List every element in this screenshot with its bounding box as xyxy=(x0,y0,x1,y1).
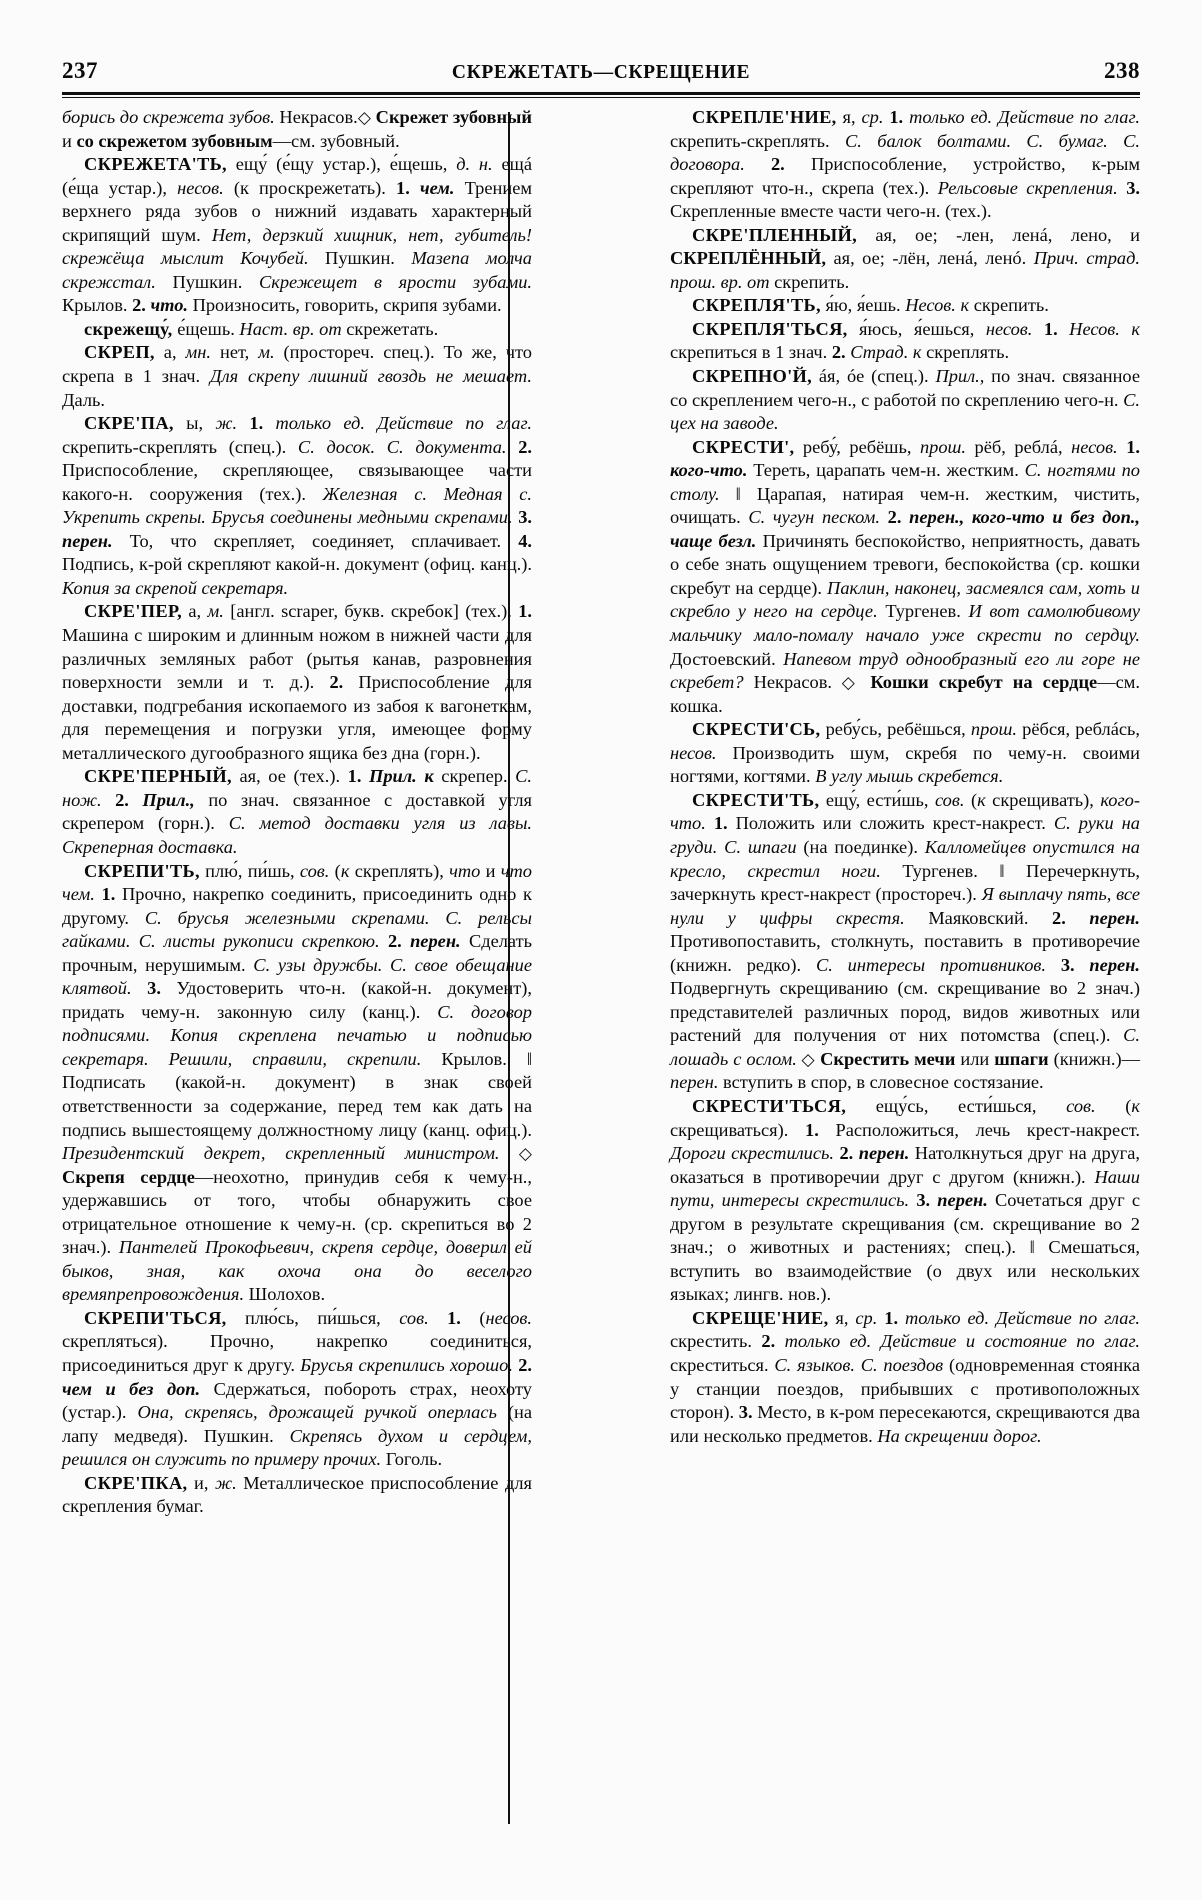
entry-text-bold: 2. xyxy=(1052,907,1066,928)
entry-text-roman: ‖ Царапая, натирая чем-н. жестким, чистить, очищать. xyxy=(670,483,1140,528)
entry-text-roman: скрежетать. xyxy=(341,318,439,339)
entry-text-bold: со скрежетом зубовным xyxy=(76,130,273,151)
entry-text-roman: áя, óе (спец.). xyxy=(812,366,936,387)
entry-text-italic: ср. xyxy=(861,107,884,127)
entry-text-roman: скрепить. xyxy=(769,271,850,292)
entry-text-italic: сов. xyxy=(1066,1095,1096,1116)
entry-text-italic: Пантелей Прокофьевич, скрепя сердце, доверил ей быков, зная, как охоча она до веселого времяпрепровождения. xyxy=(62,1237,532,1305)
entry-text-lozenge: ◇ xyxy=(357,108,371,127)
entry-text-roman: Некрасов. xyxy=(743,672,832,693)
entry-text-bold: 1. xyxy=(1043,318,1058,339)
entry-text-italic: Наст. вр. от xyxy=(239,318,342,339)
entry-text-roman: я, xyxy=(836,107,862,127)
entry-text-roman: я́юсь, я́ешься, xyxy=(847,318,986,339)
entry-text-italic: кого-что. xyxy=(670,789,1140,834)
entry-text-bolditalic: что. xyxy=(145,295,188,316)
entry-text-roman: Скрепленные вместе части чего-н. (тех.). xyxy=(670,201,992,222)
entry-text-bold: 1. xyxy=(396,177,410,198)
dictionary-entry xyxy=(670,294,1140,318)
rule-thick xyxy=(62,92,1140,95)
entry-text-bold: 1. xyxy=(447,1307,461,1328)
entry-text-roman: ( xyxy=(460,1307,486,1328)
entry-text-roman: плю́, пи́шь, xyxy=(199,860,300,881)
entry-text-italic: С. руки на груди. С. шпаги xyxy=(670,813,1140,857)
entry-text-bold: 2. xyxy=(839,1143,854,1164)
entry-text-roman: Произносить, говорить, скрипя зубами. xyxy=(187,295,502,316)
entry-text-roman xyxy=(429,1308,447,1328)
entry-text-italic: ж. xyxy=(215,1472,237,1493)
entry-headword: СКРЕПИ'ТЬСЯ, xyxy=(84,1307,227,1328)
entry-text-roman: Приспособление для доставки, подгребания ископаемого из забоя к вагонеткам, для перемещения и погрузки угля, имеющее форму металлического дугообразного ящика без дна (горн.). xyxy=(62,672,532,763)
entry-headword: СКРЕЩЕ'НИЕ, xyxy=(692,1307,829,1328)
entry-text-roman xyxy=(1032,319,1044,339)
entry-text-roman xyxy=(95,884,102,904)
entry-text-bold: 2. xyxy=(887,507,902,528)
entry-text-roman: Натолкнуться друг на друга, оказаться в противоречии друг с другом (книжн.). xyxy=(670,1143,1140,1187)
entry-text-bold: 1. xyxy=(713,813,728,834)
entry-text-italic: что чем. xyxy=(62,860,532,905)
entry-text-italic: Страд. к xyxy=(845,342,922,363)
entry-text-roman: ая, ое (тех.). xyxy=(231,766,348,787)
entry-text-roman: ребу́, ребёшь, xyxy=(794,436,920,457)
entry-text-roman: Крылов. xyxy=(62,295,133,316)
entry-text-italic: мн. xyxy=(185,342,212,363)
entry-text-roman xyxy=(380,931,388,951)
entry-text-roman: ещу́ (е́щу устар.), е́щешь, xyxy=(226,154,457,175)
entry-text-italic: С. балок болтами. С. бумаг. С. договора. xyxy=(670,130,1140,175)
left-column xyxy=(62,106,532,1846)
entry-text-italic: Несов. к xyxy=(1057,318,1140,339)
entry-text-italic: Дороги скрестились. xyxy=(670,1143,834,1164)
entry-text-bolditalic: Прил. к xyxy=(361,766,434,787)
entry-text-roman: плю́сь, пи́шься, xyxy=(226,1307,400,1328)
entry-text-roman: нет, xyxy=(211,342,259,363)
entry-text-roman: (книжн.)— xyxy=(1048,1048,1140,1069)
entry-text-bolditalic: и без доп. xyxy=(91,1378,201,1399)
entry-text-bold: 3. xyxy=(518,507,532,528)
entry-text-roman: и xyxy=(480,860,501,881)
entry-text-italic: к xyxy=(977,789,986,810)
entry-text-bold: 1. xyxy=(101,884,116,905)
entry-text-roman: Машина с широким и длинным ножом в нижней части для различных земляных работ (рытья канав, разровнения поверхности земли и т. д.). xyxy=(62,625,532,693)
entry-text-bold: 3. xyxy=(1126,177,1140,198)
entry-text-italic: С. договор подписями. Копия скреплена печатью и подписью секретаря. Решили, справили, скрепили. xyxy=(62,1001,532,1069)
entry-headword: СКРЕ'ПА, xyxy=(84,413,174,434)
entry-text-roman: Сделать прочным, нерушимым. xyxy=(62,931,533,975)
entry-text-italic: м. xyxy=(258,342,275,363)
dictionary-entry xyxy=(62,341,532,412)
entry-text-bold: шпаги xyxy=(994,1048,1049,1069)
entry-text-roman: Подпись, к-рой скрепляют какой-н. документ (офиц. канц.). xyxy=(62,554,532,575)
entry-text-roman: рёб, реблá, xyxy=(966,436,1072,457)
entry-text-italic: Скрепясь духом и сердцем, решился он служить по примеру прочих. xyxy=(62,1425,532,1470)
dictionary-entry xyxy=(670,318,1140,365)
entry-text-bold: 1. xyxy=(249,413,264,434)
entry-text-italic: С. языков. С. поездов xyxy=(774,1354,944,1375)
entry-text-roman: ещу́, ести́шь, xyxy=(819,789,935,810)
entry-text-bold: 2. xyxy=(761,1331,776,1352)
entry-text-bold: 1. xyxy=(1126,436,1140,457)
entry-text-roman: скрещивать), xyxy=(985,789,1101,810)
entry-headword: СКРЕ'ПЕРНЫЙ, xyxy=(84,766,232,787)
entry-headword: СКРЕПИ'ТЬ, xyxy=(84,860,200,881)
entry-text-italic: только ед. Действие и состояние по глаг. xyxy=(775,1331,1141,1352)
entry-text-roman: (на лапу медведя). Пушкин. xyxy=(62,1402,532,1446)
entry-text-bold: 1. xyxy=(805,1119,819,1140)
dictionary-entry xyxy=(62,318,532,342)
entry-text-bolditalic: чем xyxy=(62,1378,92,1399)
entry-text-italic: С. брусья железными скрепами. С. рельсы гайками. С. листы рукописи скрепкою. xyxy=(62,907,532,952)
entry-text-italic: Напевом труд однообразный его ли горе не скребет? xyxy=(670,648,1140,693)
entry-text-roman: скрепляться). Прочно, накрепко соединиться, присоединиться друг к другу. xyxy=(62,1331,532,1375)
entry-text-roman: скрепер. xyxy=(433,766,516,787)
entry-text-roman: Достоевский. xyxy=(670,648,784,669)
entry-text-italic: С. нож. xyxy=(62,766,532,810)
entry-text-italic: Калломейцев опустился на кресло, скрестил ноги. xyxy=(670,836,1140,881)
entry-text-roman: или xyxy=(955,1048,995,1069)
entry-text-roman: Металлическое приспособление для скрепления бумаг. xyxy=(62,1472,533,1517)
entry-text-roman xyxy=(745,154,771,174)
entry-text-roman: Удостоверить что-н. (какой-н. документ), придать чему-н. законную силу (канц.). xyxy=(62,978,533,1022)
entry-text-lozenge: ◇ xyxy=(499,1144,532,1164)
entry-text-italic: С. интересы противников. xyxy=(815,954,1046,975)
entry-text-roman: Сочетаться друг с другом в результате скрещивания (см. скрещивание во 2 знач.; о животных и растениях; спец.). ‖ Смешаться, вступить во взаимодействие (о двух или нескольких языках; лингв. нов.). xyxy=(670,1190,1140,1305)
entry-text-bold: 2. xyxy=(387,931,402,952)
entry-text-italic: несов. xyxy=(670,742,717,763)
entry-text-roman xyxy=(1046,955,1061,975)
entry-text-roman: Шолохов. xyxy=(244,1284,326,1305)
entry-text-italic: Она, скрепясь, дрожащей ручкой оперлась xyxy=(137,1402,497,1423)
entry-text-roman xyxy=(507,437,519,457)
entry-text-italic: к xyxy=(1131,1095,1140,1116)
entry-headword: СКРЕСТИ', xyxy=(692,436,795,457)
dictionary-entry xyxy=(670,718,1140,789)
entry-text-roman: Пушкин. xyxy=(155,271,259,292)
entry-text-roman: (одновременная стоянка у станции поездов, прибывших с противоположных сторон). xyxy=(670,1354,1140,1423)
entry-headword: СКРЕСТИ'СЬ, xyxy=(692,719,821,740)
entry-headword: скрежещу́, xyxy=(84,318,173,339)
entry-text-roman: я, xyxy=(828,1307,856,1328)
entry-text-lozenge: ◇ xyxy=(796,1049,816,1069)
entry-text-roman: я́ю, я́ешь. xyxy=(820,295,906,316)
entry-text-bolditalic: перен. xyxy=(1074,954,1140,975)
entry-text-roman: Некрасов. xyxy=(274,107,358,127)
entry-text-bold: 3. xyxy=(916,1190,931,1211)
entry-text-roman: а, xyxy=(182,601,208,622)
entry-text-italic: Прич. страд. прош. вр. от xyxy=(670,248,1140,292)
entry-text-bold: 3. xyxy=(147,978,161,999)
entry-text-roman: скреплять. xyxy=(921,342,1010,363)
entry-text-italic: С. узы дружбы. С. свое обещание клятвой. xyxy=(62,954,532,999)
entry-text-roman: скрещиваться). xyxy=(670,1119,806,1140)
entry-text-roman: Гоголь. xyxy=(381,1449,443,1470)
entry-text-bold: 1. xyxy=(884,1307,899,1328)
entry-text-italic: только ед. Действие по глаг. xyxy=(263,413,532,434)
entry-text-roman: и, xyxy=(187,1472,215,1493)
entry-text-bold: 1. xyxy=(347,766,362,787)
entry-text-roman: Тургенев. ‖ Перечеркнуть, зачеркнуть крест-накрест (простореч.). xyxy=(670,860,1140,905)
entry-text-italic: прош. xyxy=(919,436,967,457)
entry-text-bold: 2. xyxy=(115,789,129,810)
dictionary-entry xyxy=(62,153,532,318)
entry-text-italic: сов. xyxy=(399,1307,429,1328)
entry-text-italic: С. чугун песком. xyxy=(748,507,880,528)
entry-text-bolditalic: чем. xyxy=(409,177,455,198)
entry-text-italic: Скрежещет в ярости зубами. xyxy=(258,271,532,292)
entry-headword: СКРЕПЛЯ'ТЬСЯ, xyxy=(692,318,848,339)
entry-text-lozenge: ◇ xyxy=(832,673,861,693)
entry-text-roman: Противопоставить, столкнуть, поставить в противоречие (книжн. редко). xyxy=(670,931,1140,975)
entry-headword: СКРЕ'ПКА, xyxy=(84,1472,188,1493)
entry-text-bold: Скрестить мечи xyxy=(815,1048,956,1069)
entry-text-bolditalic: перен. xyxy=(930,1190,988,1211)
right-column xyxy=(670,106,1140,1846)
entry-text-italic: несов. xyxy=(1071,436,1118,457)
dictionary-entry xyxy=(62,600,532,765)
dictionary-entry xyxy=(670,224,1140,295)
entry-text-italic: несов. xyxy=(985,318,1033,339)
entry-text-italic: Я выплачу пять, все нули у цифры скрестя. xyxy=(670,884,1140,928)
entry-text-roman: Даль. xyxy=(62,389,106,410)
entry-text-roman: (к проскрежетать). xyxy=(223,177,397,198)
entry-text-italic: Рельсовые скрепления. xyxy=(937,177,1118,198)
entry-text-bold: 1. xyxy=(889,107,904,127)
entry-text-roman: а, xyxy=(154,342,186,363)
entry-text-roman: Крылов. xyxy=(421,1048,527,1069)
entry-text-roman xyxy=(1118,178,1126,198)
entry-text-italic: ср. xyxy=(855,1307,878,1328)
entry-text-roman: рёбся, реблáсь, xyxy=(1017,719,1141,740)
entry-text-roman: скреститься. xyxy=(670,1354,775,1375)
entry-text-italic: д. н. xyxy=(456,154,493,175)
entry-text-roman: Расположиться, лечь крест-накрест. xyxy=(818,1119,1140,1140)
entry-text-roman: ( xyxy=(329,860,341,881)
dictionary-entry xyxy=(670,436,1140,719)
entry-text-italic: несов. xyxy=(177,177,224,198)
entry-text-italic: только ед. Действие по глаг. xyxy=(898,1307,1140,1328)
dictionary-entry xyxy=(62,1472,532,1519)
entry-headword: СКРЕСТИ'ТЬ, xyxy=(692,789,820,810)
entry-text-roman xyxy=(880,507,888,527)
entry-text-roman: —неохотно, принудив себя к чему-н., удержавшись от того, чтобы обнаружить свое отрицательное отношение к чему-н. (ср. скрепиться во 2 знач.). xyxy=(62,1166,532,1258)
entry-text-roman: скрепить. xyxy=(969,295,1049,316)
entry-text-roman: Прочно, накрепко соединить, присоединить одно к другому. xyxy=(62,884,532,928)
entry-text-bolditalic: Прил., xyxy=(128,789,195,810)
entry-headword: СКРЕП, xyxy=(84,342,155,363)
entry-text-roman xyxy=(237,413,249,433)
entry-text-roman: ‖ Подписать (какой-н. документ) в знак своей ответственности за содержание, перед тем как дать на подпись вышестоящему должностному лицу (канц. офиц.). xyxy=(62,1048,532,1140)
entry-text-bold: Кошки скребут на сердце xyxy=(860,672,1098,693)
entry-text-bolditalic: перен. xyxy=(853,1143,910,1164)
entry-text-roman: и xyxy=(62,130,77,151)
dictionary-entry xyxy=(62,860,532,1307)
entry-text-bold: 3. xyxy=(738,1402,753,1423)
entry-text-italic: Паклин, наконец, засмеялся сам, хоть и скребло у него на сердце. xyxy=(670,577,1140,622)
entry-text-roman: То, что скрепляет, соединяет, сплачивает. xyxy=(112,530,519,551)
entry-text-bold: Скрепя сердце xyxy=(62,1166,195,1187)
entry-text-roman: е́щешь. xyxy=(172,318,240,339)
entry-text-roman: —см. зубовный. xyxy=(272,130,400,151)
entry-text-roman: Сдержаться, побороть страх, неохоту (устар.). xyxy=(62,1378,532,1423)
dictionary-entry xyxy=(62,1307,532,1472)
entry-text-bold: 4. xyxy=(518,530,532,551)
entry-text-italic: С. ногтями по столу. xyxy=(670,460,1141,504)
entry-headword: СКРЕ'ПЛЕННЫЙ, xyxy=(692,224,857,245)
dictionary-entry xyxy=(62,412,532,600)
entry-text-italic: С. лошадь с ослом. xyxy=(670,1025,1140,1069)
entry-text-bold: 2. xyxy=(831,342,846,363)
entry-text-italic: Для скрепу лишний гвоздь не мешает. xyxy=(209,366,533,387)
entry-text-italic: что xyxy=(449,860,481,881)
entry-text-bold: 2. xyxy=(329,672,344,693)
dictionary-entry xyxy=(670,106,1140,224)
dictionary-entry xyxy=(670,365,1140,436)
entry-text-bold: Скрежет зубовный xyxy=(371,107,533,127)
entry-text-roman: Производить шум, скребя по чему-н. своими ногтями, когтями. xyxy=(670,742,1140,787)
entry-text-italic: к xyxy=(340,860,350,881)
entry-text-roman: скреплять), xyxy=(349,860,450,881)
entry-text-roman: скрепить-скреплять. xyxy=(670,130,845,151)
entry-text-italic: ж. xyxy=(215,413,238,434)
column-container xyxy=(62,106,1140,1846)
entry-text-italic: И вот самолюбивому мальчику мало-помалу начало уже скрести по сердцу. xyxy=(670,601,1140,646)
entry-text-roman: Приспособление, скрепляющее, связывающее части какого-н. сооружения (тех.). xyxy=(62,460,532,504)
entry-text-bold: 2. xyxy=(518,1354,532,1375)
dictionary-entry xyxy=(670,789,1140,1095)
entry-text-roman: Пушкин. xyxy=(308,248,412,269)
entry-text-italic: С. досок. С. документа. xyxy=(297,436,507,457)
entry-text-roman: скрепиться в 1 знач. xyxy=(670,342,832,363)
entry-text-roman xyxy=(132,978,148,998)
entry-text-italic: Копия за скрепой секретаря. xyxy=(62,577,289,598)
entry-text-roman: ещу́сь, ести́шься, xyxy=(846,1095,1067,1116)
entry-text-italic: перен. xyxy=(670,1072,719,1093)
entry-text-bold: СКРЕПЛЁННЫЙ, xyxy=(670,248,826,269)
entry-text-italic: Брусья скрепились хорошо. xyxy=(300,1354,513,1375)
entry-text-roman: ы, xyxy=(173,413,216,434)
entry-text-roman: ая, ое; -лен, ленá, лено, и xyxy=(856,224,1140,245)
entry-text-roman: ая, ое; -лён, ленá, ленó. xyxy=(825,248,1034,269)
entry-text-bolditalic: перен. xyxy=(62,530,113,551)
entry-text-bolditalic: кого-что. xyxy=(670,460,748,481)
entry-text-bolditalic: перен., кого-что и без доп., чаще безл. xyxy=(670,507,1140,551)
entry-text-italic: сов. xyxy=(934,789,965,810)
entry-text-italic: Нет, дерзкий хищник, нет, губитель! скрежёща мыслит Кочубей. xyxy=(62,224,532,269)
entry-text-italic: только ед. Действие по глаг. xyxy=(903,107,1140,127)
entry-text-roman: (простореч. спец.). То же, что скрепа в 1 знач. xyxy=(62,342,533,387)
dictionary-entry xyxy=(670,1095,1140,1307)
entry-text-italic: Мазепа молча скрежстал. xyxy=(62,248,532,292)
entry-text-roman xyxy=(706,813,714,833)
folio-left: 237 xyxy=(62,58,98,83)
entry-text-roman xyxy=(102,790,116,810)
folio-right: 238 xyxy=(1104,58,1140,83)
entry-text-italic: На скрещении дорог. xyxy=(877,1425,1042,1446)
entry-text-roman: по знач. связанное с доставкой угля скрепером (горн.). xyxy=(62,789,532,834)
entry-headword: СКРЕПЛЯ'ТЬ, xyxy=(692,295,821,316)
entry-text-roman: скрестить. xyxy=(670,1331,762,1352)
entry-headword: СКРЕ'ПЕР, xyxy=(84,601,183,622)
entry-text-italic: сов. xyxy=(299,860,330,881)
entry-text-italic: С. цех на заводе. xyxy=(670,389,1141,434)
entry-text-bolditalic: перен. xyxy=(1065,907,1140,928)
entry-headword: СКРЕСТИ'ТЬСЯ, xyxy=(692,1095,847,1116)
entry-text-italic: С. метод доставки угля из лавы. Скреперная доставка. xyxy=(62,813,532,857)
entry-text-italic: борись до скрежета зубов. xyxy=(62,107,275,127)
entry-text-roman: ( xyxy=(1095,1095,1132,1116)
entry-text-roman: скрепить-скреплять (спец.). xyxy=(62,436,298,457)
entry-text-roman: Трением верхнего ряда зубов о нижний издавать характерный скрипящий шум. xyxy=(62,177,533,245)
entry-text-roman: Приспособление, устройство, к-рым скрепляют что-н., скрепа (тех.). xyxy=(670,154,1140,198)
entry-text-roman: ещá (е́ща устар.), xyxy=(62,154,532,198)
dictionary-entry xyxy=(62,765,532,859)
entry-text-italic: несов. xyxy=(485,1307,532,1328)
entry-text-bold: 2. xyxy=(770,154,785,175)
entry-text-roman xyxy=(1118,437,1127,457)
entry-text-bold: 3. xyxy=(1060,954,1075,975)
entry-text-roman: вступить в спор, в словесное состязание. xyxy=(718,1072,1044,1093)
entry-text-italic: Несов. к xyxy=(905,295,970,316)
entry-text-roman: —см. кошка. xyxy=(670,672,1140,716)
entry-text-italic: Президентский декрет, скрепленный министром. xyxy=(62,1143,500,1164)
entry-text-bolditalic: перен. xyxy=(401,931,461,952)
entry-text-roman: ( xyxy=(964,789,978,810)
rule-thin xyxy=(62,97,1140,98)
entry-headword: СКРЕПНО'Й, xyxy=(692,366,813,387)
entry-text-italic: прош. xyxy=(970,719,1017,740)
entry-text-italic: Прил., xyxy=(935,366,985,387)
entry-text-bold: 1. xyxy=(518,601,532,622)
entry-text-roman: Тургенев. xyxy=(877,601,969,622)
entry-text-italic: Железная с. Медная с. Укрепить скрепы. Брусья соединены медными скрепами. xyxy=(62,483,532,528)
entry-text-roman: Тереть, царапать чем-н. жестким. xyxy=(747,460,1025,481)
entry-text-roman: Подвергнуть скрещиванию (см. скрещивание во 2 знач.) представителей различных пород, видов животных или растений для получения от них потомства (спец.). xyxy=(670,978,1140,1046)
entry-text-roman: Маяковский. xyxy=(904,907,1053,928)
entry-text-italic: м. xyxy=(207,601,224,622)
entry-headword: СКРЕЖЕТА'ТЬ, xyxy=(84,154,227,175)
entry-text-italic: В углу мышь скребется. xyxy=(815,766,1004,787)
entry-text-bold: 2. xyxy=(518,436,533,457)
dictionary-entry xyxy=(670,1307,1140,1448)
running-head xyxy=(62,48,1140,82)
entry-text-roman: Место, в к-ром пересекаются, скрещиваются два или несколько предметов. xyxy=(670,1402,1140,1446)
entry-text-bold: 2. xyxy=(132,295,146,316)
entry-text-roman: Положить или сложить крест-накрест. xyxy=(727,813,1054,834)
header-rule xyxy=(62,92,1140,98)
entry-text-roman: (на поединке). xyxy=(796,836,925,857)
entry-text-roman: по знач. связанное со скреплением чего-н., с работой по скреплению чего-н. xyxy=(670,366,1141,410)
entry-text-roman: [англ. scraper, букв. скребок] (тех.). xyxy=(223,601,519,622)
dictionary-entry xyxy=(62,106,532,153)
entry-headword: СКРЕПЛЕ'НИЕ, xyxy=(692,107,837,127)
entry-text-roman: ребу́сь, ребёшься, xyxy=(820,719,971,740)
running-head-title: СКРЕЖЕТАТЬ—СКРЕЩЕНИЕ xyxy=(451,61,751,83)
entry-text-roman: Причинять беспокойство, неприятность, давать о себе знать ощущением тревоги, беспокойства (ср. кошки скребут на сердце). xyxy=(670,530,1140,598)
entry-text-italic: Наши пути, интересы скрестились. xyxy=(670,1166,1140,1211)
